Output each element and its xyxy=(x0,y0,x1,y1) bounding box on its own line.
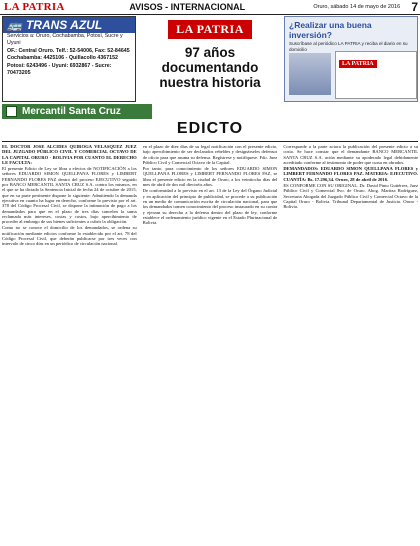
section-title: AVISOS - INTERNACIONAL xyxy=(129,2,246,12)
notice-title: EDICTO xyxy=(176,120,244,137)
investment-mini-logo: LA PATRIA xyxy=(339,60,377,68)
newspaper-logo: LA PATRIA xyxy=(4,1,65,13)
trans-azul-banner xyxy=(3,17,135,33)
trans-azul-line: Cochabamba: 4425106 - Quillacollo 4367152 xyxy=(7,55,118,62)
la-patria-promo xyxy=(140,16,280,102)
investment-title: ¿Realizar una buena inversión? xyxy=(289,20,372,40)
paragraph: Por tanto, para conocimiento de los señores EDUARDO SIMON QUELLPANA FLORES y LIMBERT FERNANDO FLORES PAZ, se libra el presente edicto en la ciudad de Oruro, a los veintiocho días del mes de abril de dos mil dieciséis años. xyxy=(142,166,278,188)
paragraph: Corresponde a la parte actora la publicación del presente edicto a su costo. Se hace constar que el demandante BANCO MERCANTIL SANTA CRUZ S.A. actúa mediante su apoderado legal debidamente acreditado conforme al testimonio de poder que cursa en obrados. xyxy=(283,144,419,165)
dateline: Oruro, sábado 14 de mayo de 2016 xyxy=(313,4,401,10)
bus-icon: 🚌 xyxy=(7,18,22,32)
text-column-1 xyxy=(2,144,137,542)
mercantil-label: Mercantil Santa Cruz xyxy=(22,106,121,117)
paragraph: DEMANDADOS: EDUARDO SIMON QUELLPANA FLORES y LIMBERT FERNANDO FLORES PAZ. MATERIA: EJECUTIVO. CUANTÍA: Bs. 17.296,34. Oruro, 28 de abril de 2016. xyxy=(283,166,419,182)
trans-azul-line: OF.: Central Oruro. Telf.: 52-54006, Fax: 52-84645 xyxy=(7,47,130,54)
divider xyxy=(2,141,418,142)
notice-body xyxy=(2,144,418,542)
text-column-3 xyxy=(283,144,418,542)
investment-ad xyxy=(284,16,418,102)
paragraph: EL DOCTOR JOSE ALCIDES QUIROGA VELASQUEZ JUEZ DEL JUZGADO PÚBLICO CIVIL Y COMERCIAL OCTAVO DE LA CAPITAL ORURO - BOLIVIA POR CUANTO EL DERECHO LE FACULTA: xyxy=(2,144,137,165)
trans-azul-line: Potosí: 6243496 - Uyuni: 6932867 - Sucre: 70473205 xyxy=(7,62,112,77)
paragraph: Como no se conoce el domicilio de los demandados, se ordena su notificación mediante edictos conforme lo establecido por el art. 78 del Código Procesal Civil, que deberán publicarse por tres veces con intervalo de cinco días en un periódico de circulación nacional. xyxy=(2,225,137,247)
investment-photo xyxy=(289,53,331,95)
la-patria-headline: 97 años documentando nuestra historia xyxy=(159,45,261,90)
la-patria-logo: LA PATRIA xyxy=(168,20,252,39)
bank-logo-icon xyxy=(6,106,17,117)
page-number: 7 xyxy=(411,0,418,14)
paragraph: El presente Edicto de Ley se libra a efectos de NOTIFICACIÓN a los señores EDUARDO SIMON QUELLPANA FLORES y LIMBERT FERNANDO FLORES PAZ dentro del proceso EJECUTIVO seguido por BANCO MERCANTIL SANTA CRUZ S.A. contra los mismos, en el que se ha dictado la Sentencia Inicial de fecha 24 de octubre de 2015, que en su parte pertinente dispone lo siguiente: Admitiendo la demanda ejecutiva en cuanto ha lugar en derecho, conforme lo previsto por el art. 378 del Código Procesal Civil, se dispone la intimación de pago a los demandados para que en el plazo de tres días cancelen la suma reclamada más intereses, costas y costos, bajo apercibimiento de proceder al embargo de sus bienes suficientes a cubrir la obligación. xyxy=(2,166,137,225)
investment-newspaper-image xyxy=(335,51,417,99)
paragraph: De conformidad a lo previsto en el art. 13 de la Ley del Órgano Judicial y en aplicación del principio de publicidad, se procede a su publicación en un medio de comunicación escrita de circulación nacional, para que los demandados tomen conocimiento del proceso instaurado en su contra y ejerzan su derecho a la defensa dentro del plazo de ley, conforme establece el ordenamiento jurídico vigente en el Estado Plurinacional de Bolivia. xyxy=(142,188,278,226)
paragraph: ES CONFORME CON SU ORIGINAL. Dr. David Pinto Gutiérrez, Juez Público Civil y Comercial 8vo. de Oruro. Abog. Maritza Rodríguez, Secretaria Abogada del Juzgado Público Civil y Comercial Octavo de la Capital Oruro - Bolivia. Tribunal Departamental de Justicia. Oruro - Bolivia. xyxy=(283,183,419,210)
page-header xyxy=(0,0,420,15)
text-column-2 xyxy=(143,144,278,542)
mercantil-banner xyxy=(2,104,152,119)
trans-azul-line: Servicios a: Oruro, Cochabamba, Potosí, Sucre y Uyuni xyxy=(7,33,123,47)
paragraph: en el plazo de diez días de su legal notificación con el presente edicto, bajo apercibimiento de ser declarados rebeldes y designárseles defensor de oficio para que asuma su defensa. Regístrese y notifíquese. Fdo. Juez Público Civil y Comercial Octavo de la Capital. xyxy=(142,144,278,165)
trans-azul-ad xyxy=(2,16,136,102)
trans-azul-brand: TRANS AZUL xyxy=(25,18,103,32)
investment-text: Suscríbase al periódico LA PATRIA y reciba el diario en su domicilio xyxy=(289,41,408,52)
